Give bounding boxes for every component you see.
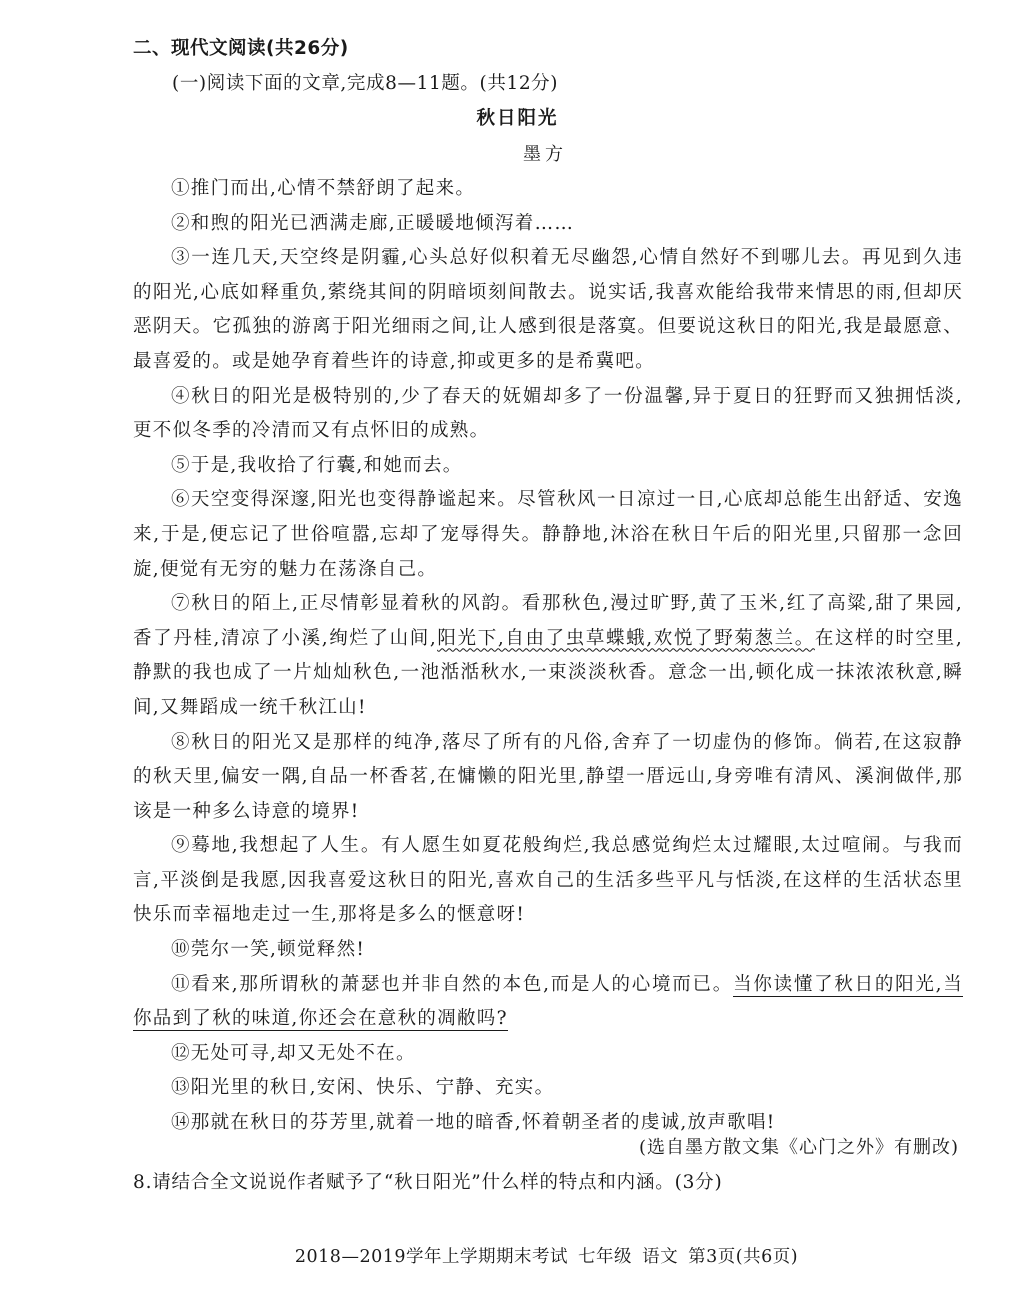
paragraph-13: ⑬阳光里的秋日,安闲、快乐、宁静、充实。: [171, 1077, 555, 1099]
underlined-sentence: 当你读懂了秋日的阳光,当你品到了秋的味道,你还会在意秋的凋敝吗?: [133, 973, 964, 1030]
paragraph-9: ⑨蓦地,我想起了人生。有人愿生如夏花般绚烂,我总感觉绚烂太过耀眼,太过喧闹。与我而言,平淡倒是我愿,因我喜爱这秋日的阳光,喜欢自己的生活多些平凡与恬淡,在这样的生活状态里快乐而幸福地走过一生,那将是多么的惬意呀!: [133, 835, 963, 926]
paragraph-3: ③一连几天,天空终是阴霾,心头总好似积着无尽幽怨,心情自然好不到哪儿去。再见到久违的阳光,心底如释重负,萦绕其间的阴暗顷刻间散去。说实话,我喜欢能给我带来情思的雨,但却厌恶阴天。它孤独的游离于阳光细雨之间,让人感到很是落寞。但要说这秋日的阳光,我是最愿意、最喜爱的。或是她孕育着些许的诗意,抑或更多的是希冀吧。: [133, 247, 963, 372]
section-heading: 二、现代文阅读(共26分): [133, 38, 349, 59]
paragraph-10: ⑩莞尔一笑,顿觉释然!: [171, 939, 366, 961]
paragraph-11: [133, 968, 963, 1037]
paragraph-2: ②和煦的阳光已洒满走廊,正暖暖地倾泻着……: [171, 212, 575, 234]
page-footer: 2018—2019学年上学期期末考试 七年级 语文 第3页(共6页): [294, 1247, 799, 1267]
paragraph-7: [133, 587, 963, 725]
essay-author: 墨方: [523, 144, 567, 165]
paragraph-12: ⑫无处可寻,却又无处不在。: [171, 1042, 416, 1064]
subsection-instructions: (一)阅读下面的文章,完成8—11题。(共12分): [172, 73, 559, 94]
source-citation: (选自墨方散文集《心门之外》有删改): [638, 1137, 959, 1158]
essay-title: 秋日阳光: [476, 108, 559, 129]
paragraph-1: ①推门而出,心情不禁舒朗了起来。: [171, 178, 476, 199]
paragraph-7-text-after: 在这样的时空里,静默的我也成了一片灿灿秋色,一池湉湉秋水,一束淡淡秋香。意念一出,顿化成一抹浓浓秋意,瞬间,又舞蹈成一统千秋江山!: [133, 627, 963, 718]
paragraph-6: ⑥天空变得深邃,阳光也变得静谧起来。尽管秋风一日凉过一日,心底却总能生出舒适、安逸来,于是,便忘记了世俗喧嚣,忘却了宠辱得失。静静地,沐浴在秋日午后的阳光里,只留那一念回旋,便觉有无穷的魅力在荡涤自己。: [133, 489, 963, 580]
paragraph-14: ⑭那就在秋日的芬芳里,就着一地的暗香,怀着朝圣者的虔诚,放声歌唱!: [171, 1112, 776, 1134]
wavy-underlined-sentence: 阳光下,自由了虫草蝶蛾,欢悦了野菊葱兰。: [437, 627, 815, 649]
essay-body: [133, 172, 963, 1141]
question-8: 8.请结合全文说说作者赋予了“秋日阳光”什么样的特点和内涵。(3分): [133, 1172, 723, 1193]
paragraph-4: ④秋日的阳光是极特别的,少了春天的妩媚却多了一份温馨,异于夏日的狂野而又独拥恬淡,更不似冬季的冷清而又有点怀旧的成熟。: [133, 385, 963, 442]
paragraph-5: ⑤于是,我收拾了行囊,和她而去。: [171, 454, 463, 476]
paragraph-11-text-before: ⑪看来,那所谓秋的萧瑟也并非自然的本色,而是人的心境而已。: [171, 973, 734, 995]
paragraph-8: ⑧秋日的阳光又是那样的纯净,落尽了所有的凡俗,舍弃了一切虚伪的修饰。倘若,在这寂静的秋天里,偏安一隅,自品一杯香茗,在慵懒的阳光里,静望一厝远山,身旁唯有清风、溪涧做伴,那该是一种多么诗意的境界!: [133, 731, 963, 822]
paragraph-7-text-before: ⑦秋日的陌上,正尽情彰显着秋的风韵。看那秋色,漫过旷野,黄了玉米,红了高粱,甜了果园,香了丹桂,清凉了小溪,绚烂了山间,: [133, 593, 963, 649]
